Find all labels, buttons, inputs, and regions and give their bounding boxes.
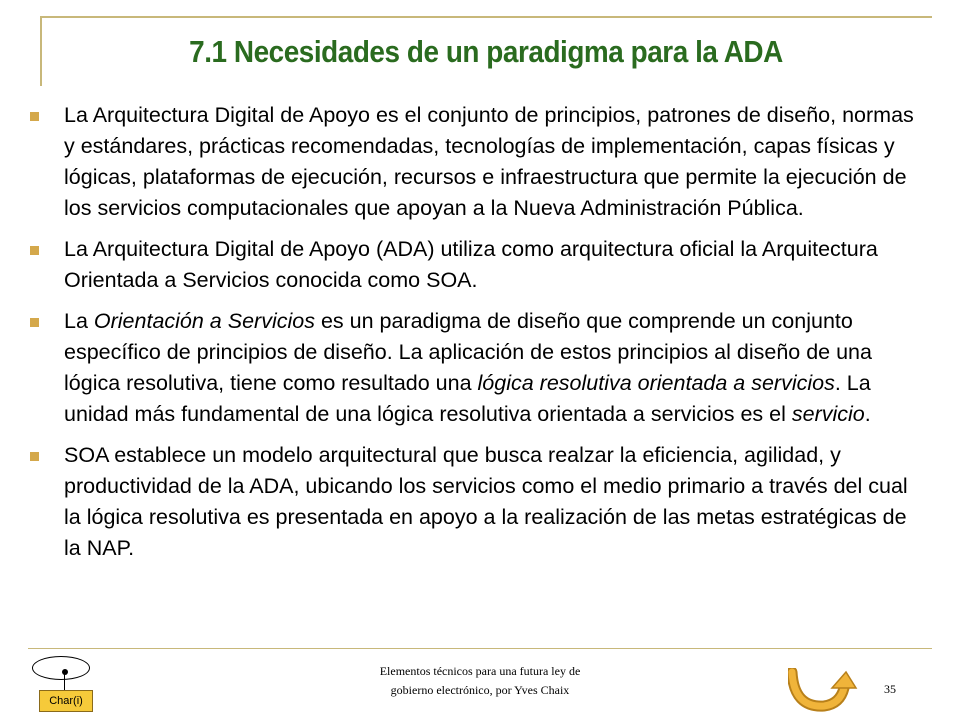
bullet-3-emphasis-1: Orientación a Servicios (93, 309, 315, 333)
bullet-3-part-4: . (864, 402, 871, 426)
bullet-3-emphasis-2: lógica resolutiva orientada a servicios (477, 371, 835, 395)
char-ellipse (32, 656, 90, 680)
bullet-text-1: La Arquitectura Digital de Apoyo es el conjunto de principios, patrones de diseño, normas y estándares, prácticas recomendadas, tecnologías de implementación, capas físicas y lógicas, plataformas de ejecución, recursos e infraestructura que permite la ejecución de los servicios computacionales que apoyan a la Nueva Administración Pública. (64, 103, 914, 220)
bullet-marker (30, 246, 39, 255)
footer-line-1: Elementos técnicos para una futura ley de (379, 664, 581, 678)
char-label[interactable]: Char(i) (39, 690, 93, 712)
slide-title: 7.1 Necesidades de un paradigma para la ADA (189, 34, 783, 69)
bullet-item-1 (28, 100, 928, 224)
curved-arrow-icon[interactable] (788, 668, 858, 712)
bullet-list (28, 100, 928, 574)
footer-line-2: gobierno electrónico, por Yves Chaix (390, 683, 570, 697)
frame-bottom-line (28, 648, 932, 649)
frame-top-line (40, 16, 932, 18)
bullet-3-part-1: La (64, 309, 94, 333)
char-stem (64, 674, 65, 690)
bullet-3-part-2: es un paradigma de diseño que comprende un conjunto específico de principios de diseño. La aplicación de estos principios al diseño de una lógica resolutiva, tiene como resultado una (64, 309, 872, 395)
frame-left-line (40, 16, 42, 86)
bullet-marker (30, 112, 39, 121)
bullet-3-part-3: . La unidad más fundamental de una lógica resolutiva orientada a servicios es el (64, 371, 871, 426)
bullet-item-2 (28, 234, 928, 296)
footer-caption (330, 662, 630, 700)
bullet-marker (30, 452, 39, 461)
bullet-text-4: SOA establece un modelo arquitectural que busca realzar la eficiencia, agilidad, y productividad de la ADA, ubicando los servicios como el medio primario a través del cual la lógica resolutiva es presentada en apoyo a la realización de las metas estratégicas de la NAP. (64, 443, 908, 560)
bullet-marker (30, 318, 39, 327)
page-number: 35 (884, 682, 896, 696)
bullet-text-2: La Arquitectura Digital de Apoyo (ADA) utiliza como arquitectura oficial la Arquitectura Orientada a Servicios conocida como SOA. (64, 237, 878, 292)
char-dot (62, 669, 68, 675)
bullet-item-4 (28, 440, 928, 564)
bullet-text-3 (64, 306, 928, 430)
bullet-item-3 (28, 306, 928, 430)
bullet-3-emphasis-3: servicio (791, 402, 865, 426)
